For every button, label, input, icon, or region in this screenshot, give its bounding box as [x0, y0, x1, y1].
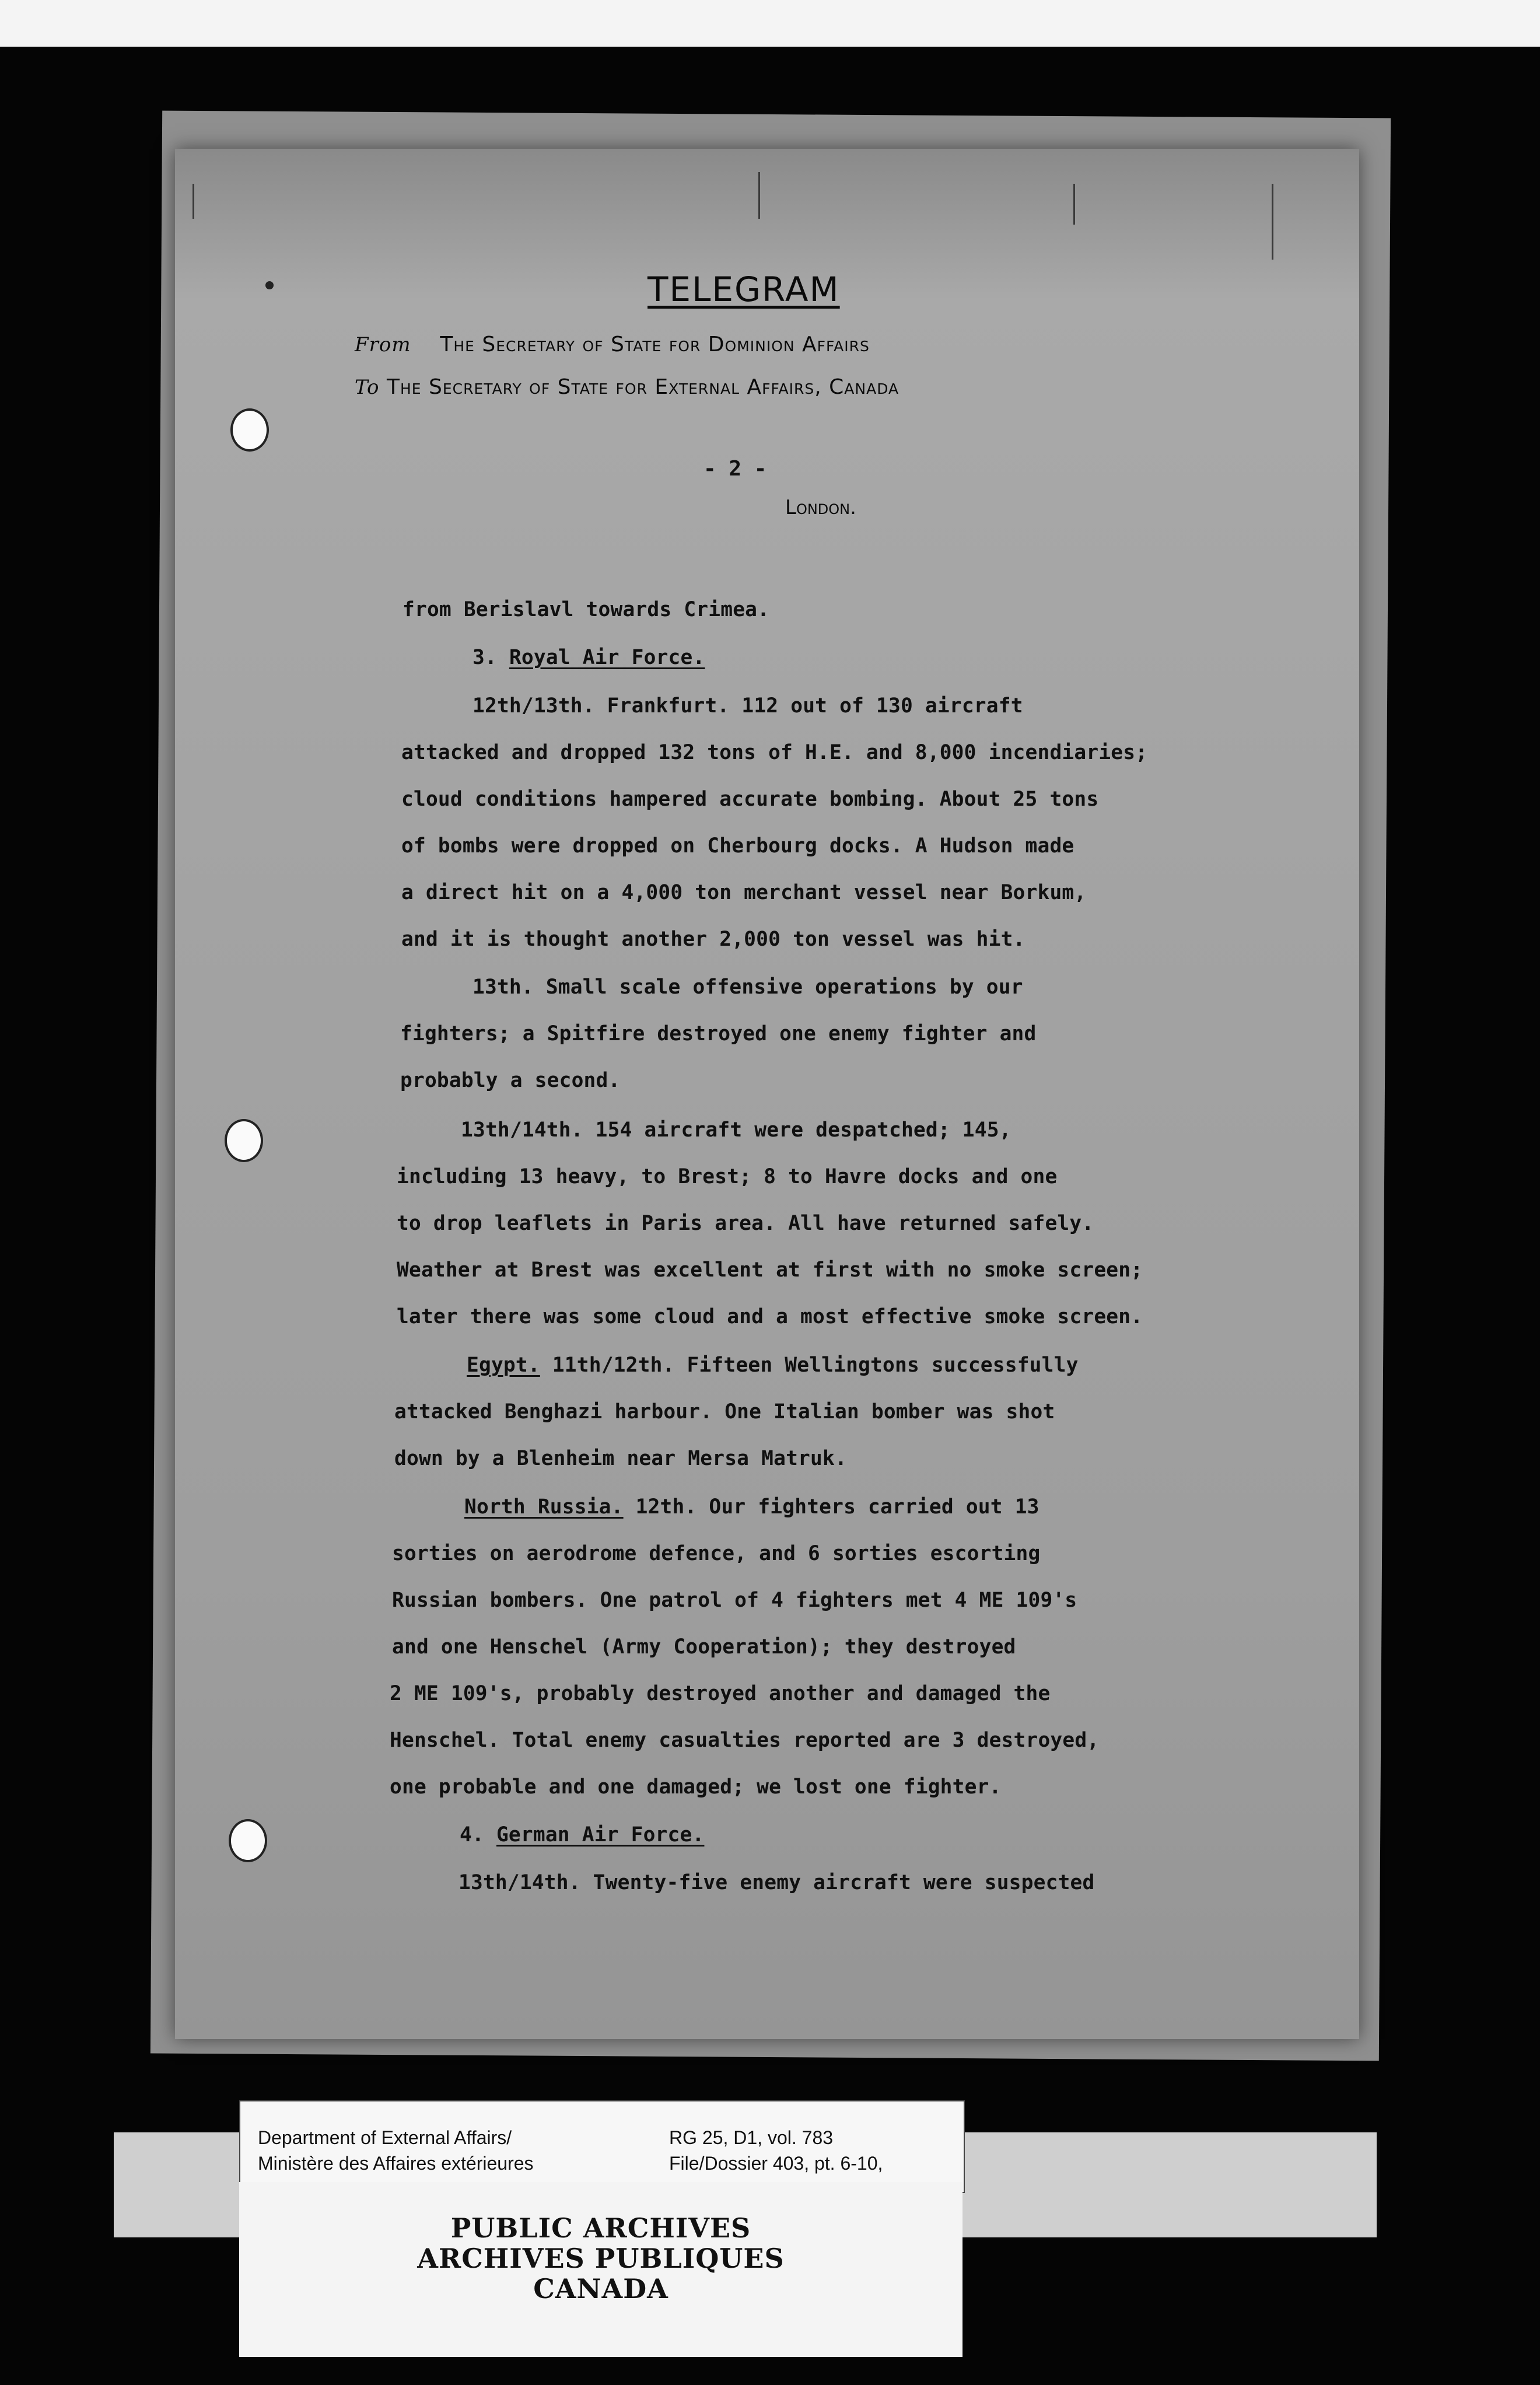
from-label: From	[355, 333, 411, 356]
punch-hole	[229, 1819, 267, 1862]
punch-hole	[225, 1119, 263, 1162]
text-line: to drop leaflets in Paris area. All have returned safely.	[397, 1212, 1094, 1235]
text-line: 12th/13th. Frankfurt. 112 out of 130 aircraft	[473, 694, 1023, 718]
section-title: Royal Air Force.	[509, 646, 705, 669]
top-film-border	[0, 0, 1540, 47]
north-russia-heading: North Russia.	[464, 1495, 624, 1519]
public-archives-stamp	[239, 2182, 963, 2357]
text-line: 13th. Small scale offensive operations by our	[473, 975, 1023, 999]
section-number: 4.	[460, 1823, 484, 1847]
scratch-mark	[1272, 184, 1273, 260]
section-number: 3.	[473, 646, 497, 669]
text-line: down by a Blenheim near Mersa Matruk.	[394, 1447, 847, 1470]
text-line: including 13 heavy, to Brest; 8 to Havre docks and one	[397, 1165, 1058, 1188]
record-group-volume: RG 25, D1, vol. 783	[669, 2127, 834, 2148]
place-line: London.	[785, 496, 856, 519]
stamp-line-1: PUBLIC ARCHIVES	[450, 2212, 751, 2244]
from-line	[355, 333, 870, 356]
scratch-mark	[192, 184, 194, 219]
egypt-text: 11th/12th. Fifteen Wellingtons successfully	[552, 1354, 1079, 1377]
text-line: sorties on aerodrome defence, and 6 sorties escorting	[392, 1542, 1041, 1565]
section-heading	[473, 646, 705, 669]
text-line	[464, 1495, 1040, 1519]
to-label: To	[355, 376, 380, 399]
stamp-line-3: CANADA	[533, 2273, 668, 2304]
text-line: 2 ME 109's, probably destroyed another and damaged the	[390, 1682, 1051, 1705]
text-line: and one Henschel (Army Cooperation); they destroyed	[392, 1635, 1016, 1659]
text-line: later there was some cloud and a most effective smoke screen.	[397, 1305, 1143, 1328]
text-line: attacked and dropped 132 tons of H.E. and 8,000 incendiaries;	[401, 741, 1148, 764]
ink-speck	[265, 281, 274, 289]
text-line: and it is thought another 2,000 ton vessel was hit.	[401, 928, 1026, 951]
text-line	[467, 1354, 1079, 1377]
section-title: German Air Force.	[496, 1823, 705, 1847]
text-line: Henschel. Total enemy casualties reported are 3 destroyed,	[390, 1729, 1100, 1752]
egypt-heading: Egypt.	[467, 1354, 540, 1377]
file-dossier: File/Dossier 403, pt. 6-10,	[669, 2153, 883, 2174]
department-english: Department of External Affairs/	[258, 2127, 512, 2148]
scratch-mark	[1073, 184, 1075, 225]
from-text: The Secretary of State for Dominion Affairs	[440, 333, 870, 356]
telegram-title: TELEGRAM	[648, 270, 840, 309]
telegram-page	[175, 149, 1359, 2039]
text-line: probably a second.	[400, 1069, 621, 1092]
stamp-line-2: ARCHIVES PUBLIQUES	[417, 2243, 785, 2274]
text-line: 13th/14th. 154 aircraft were despatched; 145,	[461, 1118, 1012, 1142]
archive-reference-card	[239, 2100, 965, 2193]
text-line: fighters; a Spitfire destroyed one enemy fighter and	[400, 1022, 1037, 1045]
scratch-mark	[758, 172, 760, 219]
text-line: Weather at Brest was excellent at first with no smoke screen;	[397, 1258, 1143, 1282]
punch-hole	[230, 408, 269, 452]
to-line	[355, 375, 899, 399]
section-heading	[460, 1823, 704, 1847]
text-line: Russian bombers. One patrol of 4 fighters met 4 ME 109's	[392, 1589, 1077, 1612]
text-line: a direct hit on a 4,000 ton merchant vessel near Borkum,	[401, 881, 1087, 904]
text-line: cloud conditions hampered accurate bombing. About 25 tons	[401, 788, 1099, 811]
department-french: Ministère des Affaires extérieures	[258, 2153, 534, 2174]
text-line: attacked Benghazi harbour. One Italian bomber was shot	[394, 1400, 1055, 1424]
north-russia-text: 12th. Our fighters carried out 13	[635, 1495, 1040, 1519]
to-text: The Secretary of State for External Affairs, Canada	[386, 375, 900, 399]
text-line: of bombs were dropped on Cherbourg docks. A Hudson made	[401, 834, 1074, 858]
text-line: one probable and one damaged; we lost one fighter.	[390, 1775, 1002, 1799]
text-line: from Berislavl towards Crimea.	[402, 598, 770, 621]
page-number: - 2 -	[704, 457, 767, 481]
text-line: 13th/14th. Twenty-five enemy aircraft were suspected	[459, 1871, 1095, 1894]
